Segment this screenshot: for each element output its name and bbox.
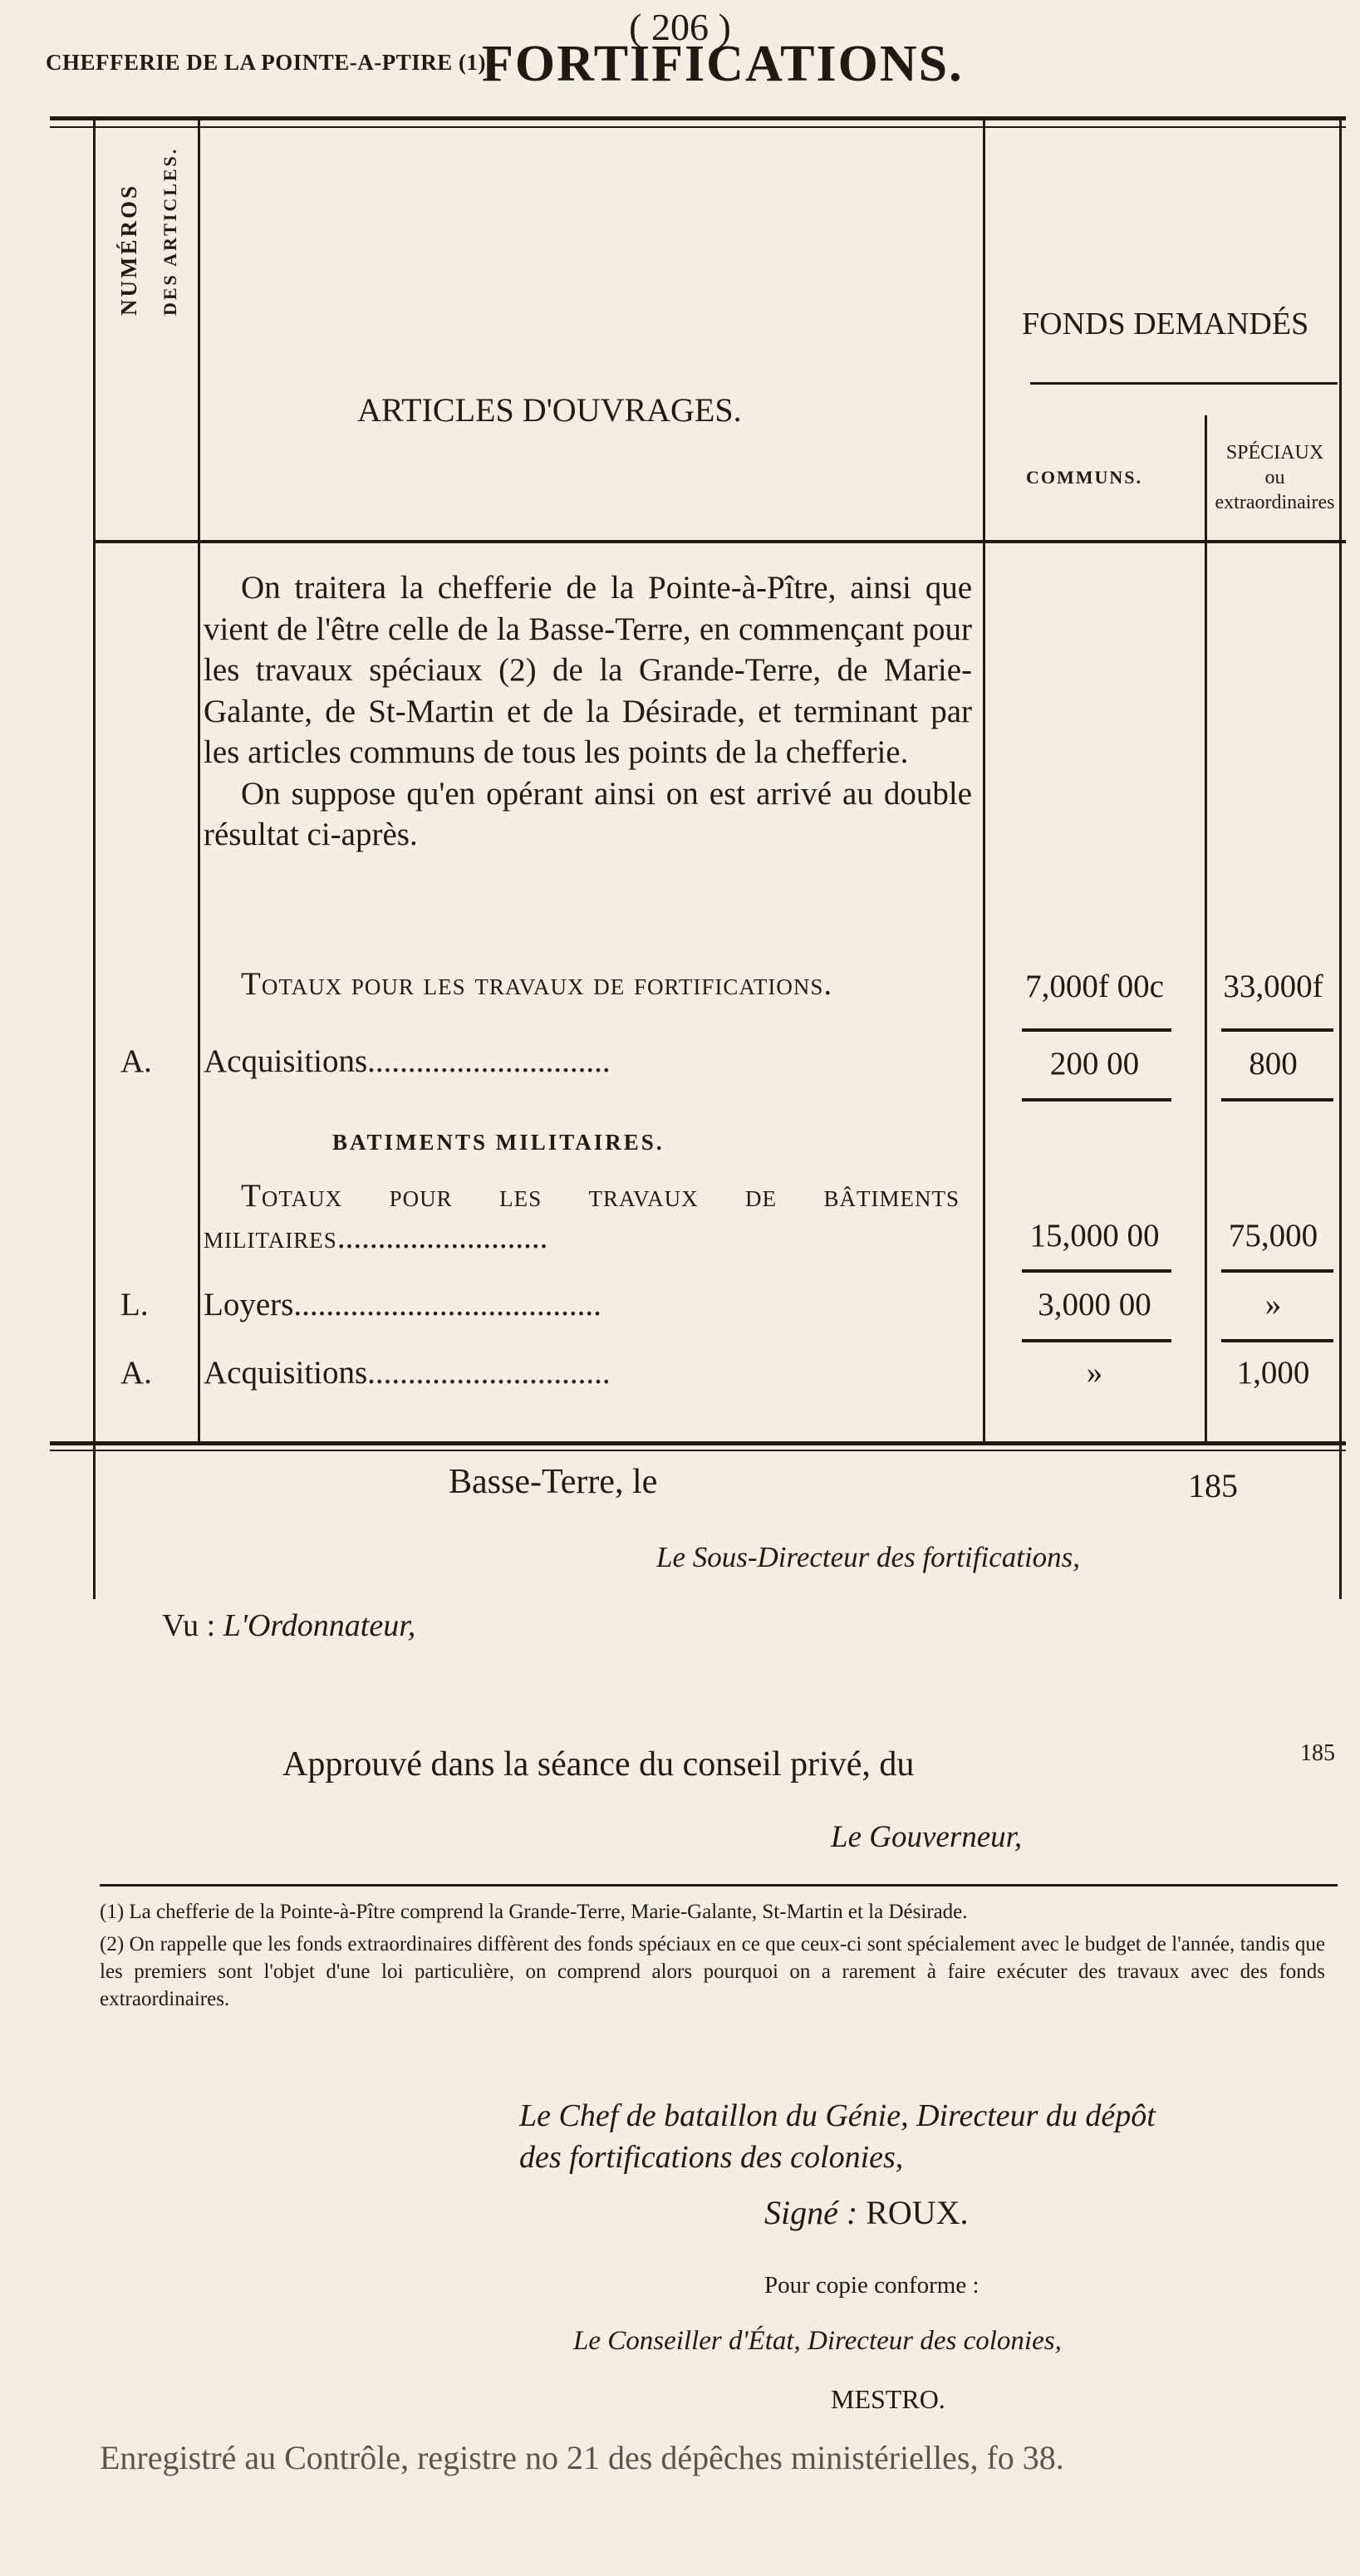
col-header-speciaux: SPÉCIAUX ou extraordinaires <box>1215 442 1335 513</box>
enregistre-line: Enregistré au Contrôle, registre no 21 des dépêches ministérielles, fo 38. <box>100 2439 1064 2476</box>
footnote-1: (1) La chefferie de la Pointe-à-Pître comprend la Grande-Terre, Marie-Galante, St-Martin et la Désirade. <box>100 1901 968 1923</box>
fonds-underline <box>1030 382 1338 385</box>
row-acquisitions <box>204 1043 611 1080</box>
row-label: Totaux pour les travaux de fortifications. <box>241 966 833 1002</box>
intro-paragraph-1: On traitera la chefferie de la Pointe-à-Pître, ainsi que vient de l'être celle de la Basse-Terre, en commençant pour les travaux spéciaux (2) de la Grande-Terre, de Marie-Galante, de St-Martin et de la Désirade, et terminant par les articles communs de tous les points de la chefferie. <box>204 570 972 770</box>
row-totaux-fortifications <box>241 965 832 1003</box>
leader-dots: .............................. <box>367 1355 611 1391</box>
row-code: L. <box>120 1287 149 1322</box>
cell-speciaux-totaux-bat: 75,000 <box>1228 1218 1318 1254</box>
place-date-label: Basse-Terre, le <box>449 1463 658 1501</box>
cell-speciaux-loyers: » <box>1264 1287 1282 1322</box>
table-bottom-rule-thin <box>50 1450 1346 1451</box>
signe-line <box>764 2193 969 2232</box>
row-rule <box>1221 1269 1333 1273</box>
row-rule <box>1221 1339 1333 1342</box>
intro-paragraph-2: On suppose qu'en opérant ainsi on est arrivé au double résultat ci-après. <box>204 775 972 852</box>
footnote-2: (2) On rappelle que les fonds extraordinaires diffèrent des fonds spéciaux en ce que ceux-ci sont spécialement avec le budget de l'année, tandis que les premiers sont l'objet d'une loi particulière, on comprend alors pourquoi on a rarement à faire exécuter des travaux avec des fonds extraordinaires. <box>100 1933 1325 2010</box>
row-rule <box>1022 1339 1171 1342</box>
page-right-border <box>1339 120 1342 1599</box>
cell-speciaux-totaux-fortif: 33,000f <box>1223 969 1323 1004</box>
table-bottom-rule <box>50 1441 1346 1445</box>
row-label: Loyers <box>204 1287 294 1322</box>
header-bottom-rule <box>93 540 1346 543</box>
intro-text <box>204 567 972 856</box>
place-date-year: 185 <box>1188 1467 1238 1504</box>
running-header: CHEFFERIE DE LA POINTE-A-PTIRE (1). <box>46 50 493 75</box>
col-header-communs: COMMUNS. <box>1026 467 1143 488</box>
col-header-fonds: FONDS DEMANDÉS <box>1022 307 1309 341</box>
vu-line <box>162 1607 415 1644</box>
chef-bataillon-line2: des fortifications des colonies, <box>519 2140 904 2175</box>
row-rule <box>1022 1098 1171 1102</box>
row-label: Totaux pour les travaux de bâtiments militaires <box>204 1178 960 1255</box>
signe-name: ROUX. <box>866 2194 969 2231</box>
signe-label: Signé : <box>764 2194 858 2231</box>
mestro-signature: MESTRO. <box>831 2384 945 2414</box>
col-header-numeros: NUMÉROS <box>116 183 141 316</box>
ordonnateur-title: L'Ordonnateur, <box>223 1608 416 1643</box>
row-totaux-batiments <box>204 1175 960 1258</box>
leader-dots: .......................... <box>336 1219 548 1255</box>
cell-communs-totaux-fortif: 7,000f 00c <box>1025 969 1164 1004</box>
col-divider-3 <box>1205 415 1207 1441</box>
row-label: Acquisitions <box>204 1043 368 1079</box>
chef-bataillon-line1: Le Chef de bataillon du Génie, Directeur du dépôt <box>519 2098 1156 2133</box>
vu-label: Vu : <box>162 1608 216 1643</box>
row-label: Acquisitions <box>204 1355 368 1391</box>
cell-communs-acquisitions-2: » <box>1086 1355 1103 1391</box>
row-loyers <box>204 1286 601 1323</box>
page-title: FORTIFICATIONS. <box>482 36 964 92</box>
table-top-rule <box>50 116 1346 120</box>
table-top-rule-thin <box>50 126 1346 128</box>
row-rule <box>1022 1269 1171 1273</box>
footnote-rule <box>100 1884 1338 1887</box>
conseiller-etat: Le Conseiller d'État, Directeur des colonies, <box>573 2326 1062 2356</box>
copie-conforme: Pour copie conforme : <box>764 2272 979 2299</box>
col-header-articles: ARTICLES D'OUVRAGES. <box>357 391 742 429</box>
row-code: A. <box>120 1043 152 1079</box>
row-code: A. <box>120 1355 152 1391</box>
section-heading-batiments: BATIMENTS MILITAIRES. <box>332 1130 665 1155</box>
col-header-articles-sub: DES ARTICLES. <box>160 146 180 316</box>
footnotes <box>100 1898 1325 2013</box>
gouverneur-title: Le Gouverneur, <box>831 1820 1023 1854</box>
col-divider-1 <box>198 120 200 1441</box>
page-number: ( 206 ) <box>629 6 731 48</box>
row-rule <box>1221 1098 1333 1102</box>
row-rule <box>1022 1028 1171 1032</box>
approuve-year: 185 <box>1300 1740 1335 1766</box>
approuve-line: Approuvé dans la séance du conseil privé, du <box>282 1745 915 1784</box>
cell-speciaux-acquisitions-2: 1,000 <box>1236 1355 1310 1391</box>
leader-dots: .............................. <box>367 1043 611 1079</box>
cell-communs-acquisitions: 200 00 <box>1049 1046 1140 1082</box>
leader-dots: ...................................... <box>293 1287 601 1322</box>
col-divider-2 <box>983 120 985 1441</box>
row-rule <box>1221 1028 1333 1032</box>
row-acquisitions-2 <box>204 1354 611 1391</box>
cell-communs-totaux-bat: 15,000 00 <box>1029 1218 1160 1254</box>
cell-speciaux-acquisitions: 800 <box>1249 1046 1298 1082</box>
table-left-border <box>93 120 96 1599</box>
cell-communs-loyers: 3,000 00 <box>1038 1287 1151 1322</box>
sous-directeur-title: Le Sous-Directeur des fortifications, <box>656 1541 1081 1573</box>
